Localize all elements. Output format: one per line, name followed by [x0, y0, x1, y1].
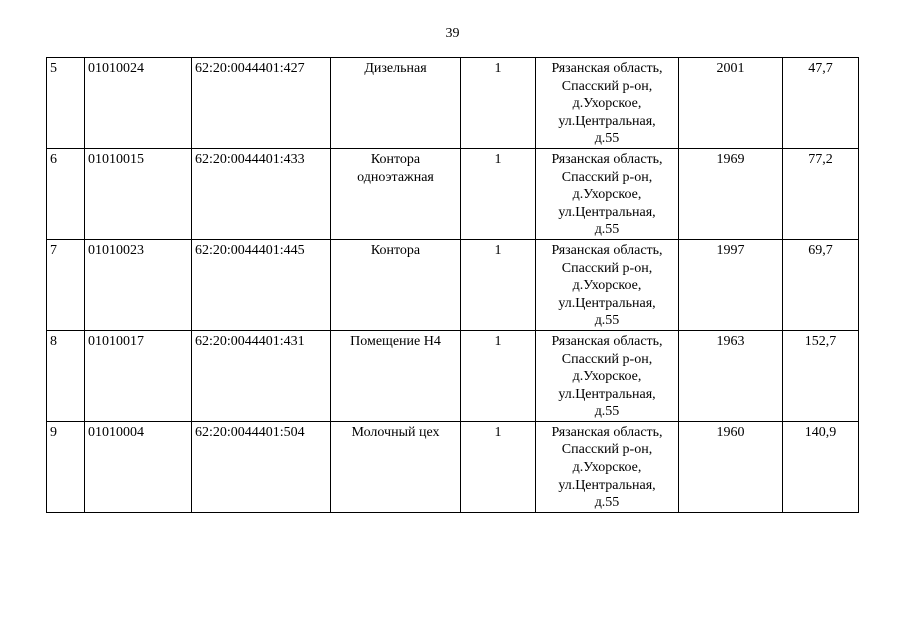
address-cell — [536, 330, 679, 421]
row-number-cell: 7 — [47, 239, 85, 330]
row-number-cell: 9 — [47, 421, 85, 512]
year-cell: 1960 — [679, 421, 783, 512]
row-number-cell: 5 — [47, 58, 85, 149]
inventory-number-cell: 01010024 — [85, 58, 192, 149]
quantity-cell: 1 — [461, 58, 536, 149]
address-line: ул.Центральная, — [558, 295, 656, 311]
address-line: Спасский р-он, — [561, 260, 653, 276]
address-line: д.55 — [594, 222, 620, 238]
quantity-cell: 1 — [461, 148, 536, 239]
address-line: Рязанская область, — [551, 424, 663, 440]
cadastral-number-cell: 62:20:0044401:445 — [192, 239, 331, 330]
table-row — [47, 421, 859, 512]
cadastral-number-cell: 62:20:0044401:431 — [192, 330, 331, 421]
address-cell — [536, 239, 679, 330]
address-line: Спасский р-он, — [561, 442, 653, 458]
property-table — [46, 57, 859, 513]
address-line: д.Ухорское, — [572, 278, 642, 294]
table-row — [47, 58, 859, 149]
cadastral-number-cell: 62:20:0044401:433 — [192, 148, 331, 239]
cadastral-number-cell: 62:20:0044401:504 — [192, 421, 331, 512]
object-name-cell: Контора — [331, 239, 461, 330]
area-cell: 47,7 — [783, 58, 859, 149]
address-line: Рязанская область, — [551, 61, 663, 76]
area-cell: 77,2 — [783, 148, 859, 239]
address-line: д.Ухорское, — [572, 460, 642, 476]
address-line: д.55 — [594, 131, 620, 147]
address-line: ул.Центральная, — [558, 477, 656, 493]
address-line: д.Ухорское, — [572, 96, 642, 112]
object-name-cell: Дизельная — [331, 58, 461, 149]
address-line: Спасский р-он, — [561, 169, 653, 185]
address-line: Спасский р-он, — [561, 351, 653, 367]
object-name-cell: Помещение Н4 — [331, 330, 461, 421]
address-line: Рязанская область, — [551, 333, 663, 349]
table-row — [47, 330, 859, 421]
property-table-body — [47, 58, 859, 513]
year-cell: 2001 — [679, 58, 783, 149]
area-cell: 140,9 — [783, 421, 859, 512]
table-row — [47, 239, 859, 330]
address-cell — [536, 148, 679, 239]
year-cell: 1963 — [679, 330, 783, 421]
year-cell: 1997 — [679, 239, 783, 330]
object-name-cell: Молочный цех — [331, 421, 461, 512]
address-line: д.55 — [594, 495, 620, 511]
inventory-number-cell: 01010023 — [85, 239, 192, 330]
row-number-cell: 8 — [47, 330, 85, 421]
address-line: ул.Центральная, — [558, 386, 656, 402]
page-number: 39 — [445, 26, 460, 41]
address-cell — [536, 421, 679, 512]
address-line: д.55 — [594, 404, 620, 420]
quantity-cell: 1 — [461, 239, 536, 330]
inventory-number-cell: 01010004 — [85, 421, 192, 512]
address-line: ул.Центральная, — [558, 113, 656, 129]
year-cell: 1969 — [679, 148, 783, 239]
quantity-cell: 1 — [461, 330, 536, 421]
area-cell: 69,7 — [783, 239, 859, 330]
quantity-cell: 1 — [461, 421, 536, 512]
address-line: д.55 — [594, 313, 620, 329]
address-line: д.Ухорское, — [572, 187, 642, 203]
address-cell — [536, 58, 679, 149]
object-name-cell: Контора одноэтажная — [331, 148, 461, 239]
row-number-cell: 6 — [47, 148, 85, 239]
inventory-number-cell: 01010017 — [85, 330, 192, 421]
address-line: Спасский р-он, — [561, 78, 653, 94]
cadastral-number-cell: 62:20:0044401:427 — [192, 58, 331, 149]
inventory-number-cell: 01010015 — [85, 148, 192, 239]
address-line: ул.Центральная, — [558, 204, 656, 220]
area-cell: 152,7 — [783, 330, 859, 421]
address-line: Рязанская область, — [551, 151, 663, 167]
address-line: Рязанская область, — [551, 242, 663, 258]
address-line: д.Ухорское, — [572, 369, 642, 385]
table-row — [47, 148, 859, 239]
